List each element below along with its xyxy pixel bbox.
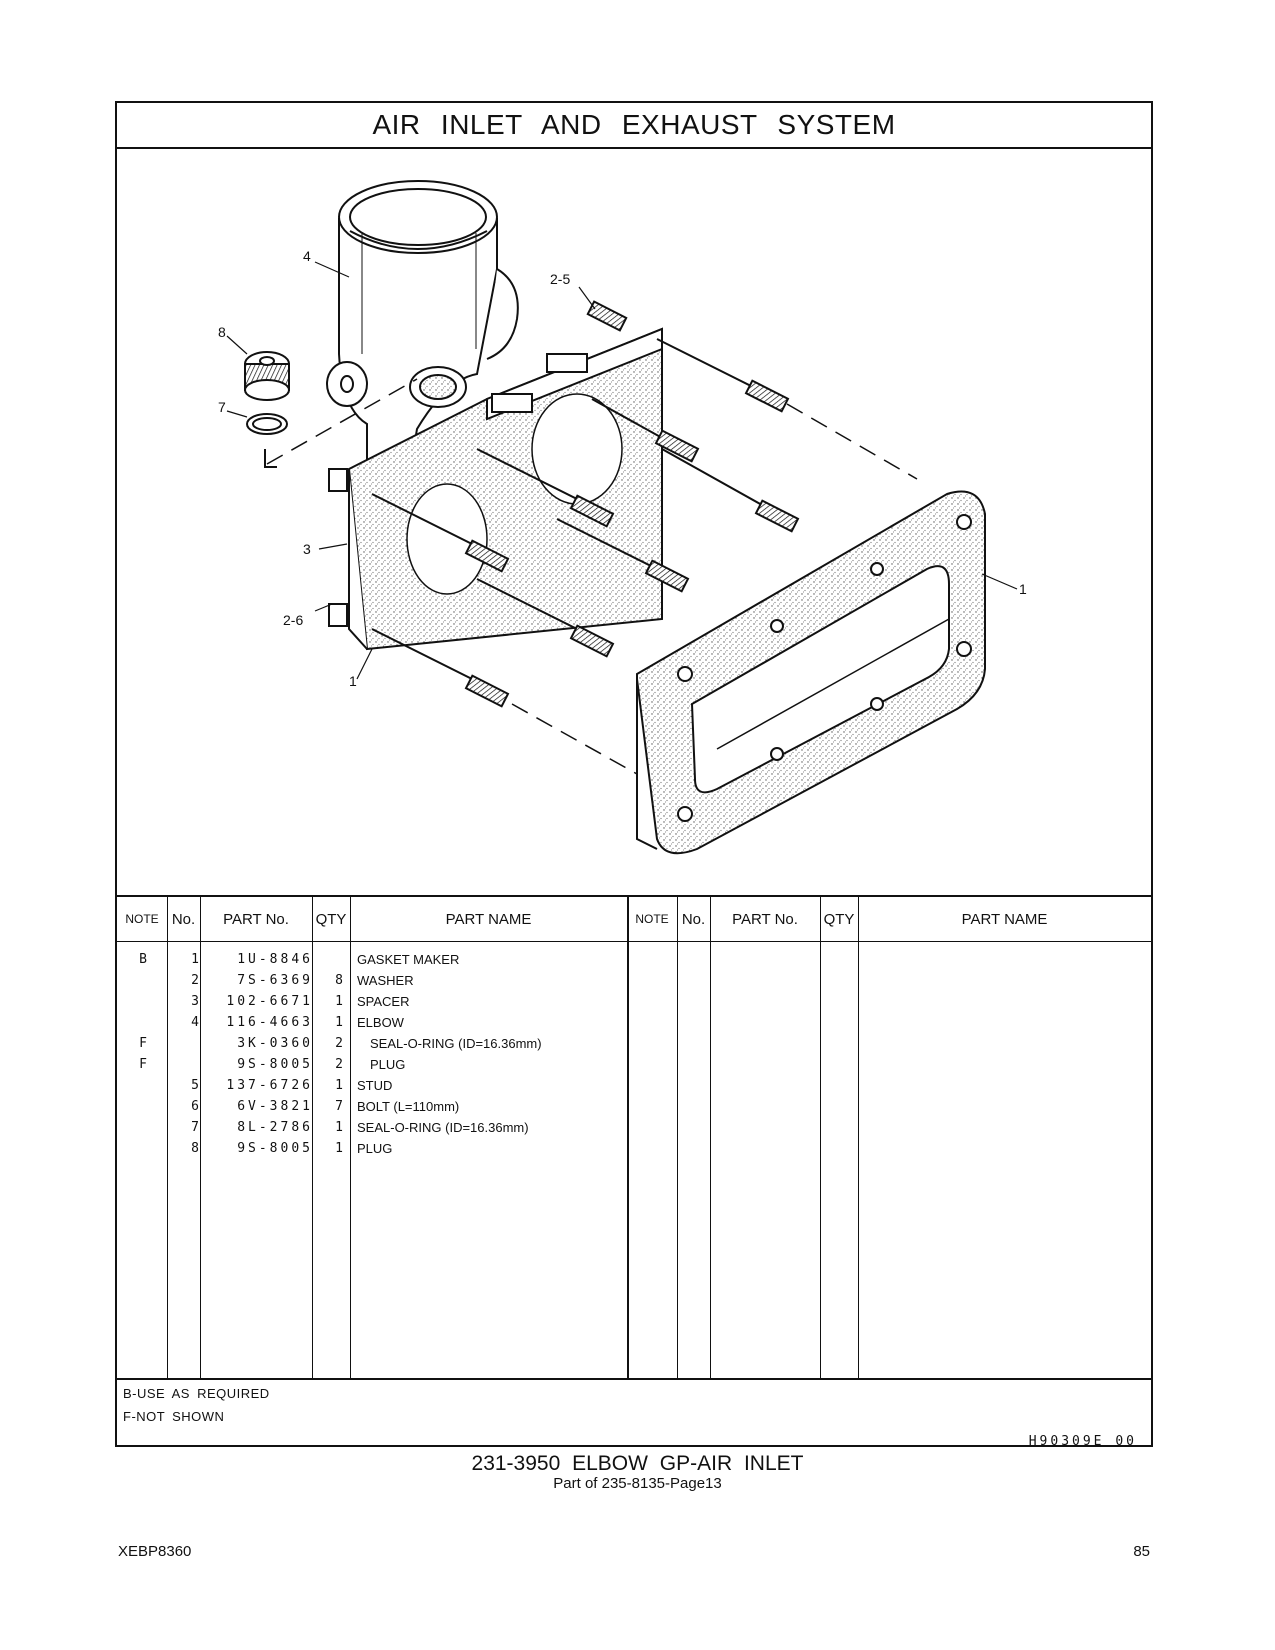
elbow-group-drawing (117, 149, 1151, 895)
parts-table: NOTE No. PART No. QTY PART NAME NOTE No. PART No. QTY PART NAME B 1 1U-8846 GASKET MAKER 2 7S-6369 8 WASHER 3 102-6671 1 SPACER 4 116-4663 1 ELBOW F 3K-0360 2 SEAL-O-RING (ID=16.36mm) F 9S-8005 2 PLUG 5 137-6726 1 STUD 6 6V-3821 7 BOLT (L=110mm) 7 8L-2786 1 SEAL-O-RING (ID=16.36mm) 8 9S-8005 1 PLUG (117, 895, 1151, 1378)
callout-1-right: 1 (1019, 581, 1027, 597)
header-part-no: PART No. (223, 910, 289, 928)
gasket-flange (637, 492, 985, 854)
plug-and-seal (245, 352, 289, 434)
header-qty-right: QTY (823, 910, 855, 928)
header-part-name: PART NAME (445, 910, 532, 928)
callout-2-5: 2-5 (550, 271, 571, 287)
exploded-parts-illustration (117, 149, 1151, 895)
document-id: XEBP8360 (118, 1543, 192, 1560)
header-note: NOTE (125, 912, 159, 926)
header-part-name-right: PART NAME (961, 910, 1048, 928)
header-no-right: No. (681, 910, 706, 928)
header-no: No. (171, 910, 196, 928)
page-number: 85 (1133, 1543, 1150, 1560)
callout-7: 7 (218, 399, 226, 415)
group-caption: 231-3950 ELBOW GP-AIR INLET (471, 1452, 804, 1475)
callout-2-6: 2-6 (283, 612, 304, 628)
callout-4: 4 (303, 248, 311, 264)
drawing-code: H90309E 00 (1028, 1434, 1137, 1449)
header-part-no-right: PART No. (732, 910, 798, 928)
page-title: AIR INLET AND EXHAUST SYSTEM (117, 103, 1151, 149)
header-note-right: NOTE (635, 912, 669, 926)
callout-8: 8 (218, 324, 226, 340)
callout-3: 3 (303, 541, 311, 557)
header-qty: QTY (315, 910, 347, 928)
bolts-left (329, 469, 347, 626)
parts-sheet-frame (115, 101, 1153, 1447)
callout-1-left: 1 (349, 673, 357, 689)
group-subcaption: Part of 235-8135-Page13 (553, 1475, 722, 1492)
note-f: F-NOT SHOWN (123, 1409, 225, 1424)
note-b: B-USE AS REQUIRED (123, 1386, 270, 1401)
